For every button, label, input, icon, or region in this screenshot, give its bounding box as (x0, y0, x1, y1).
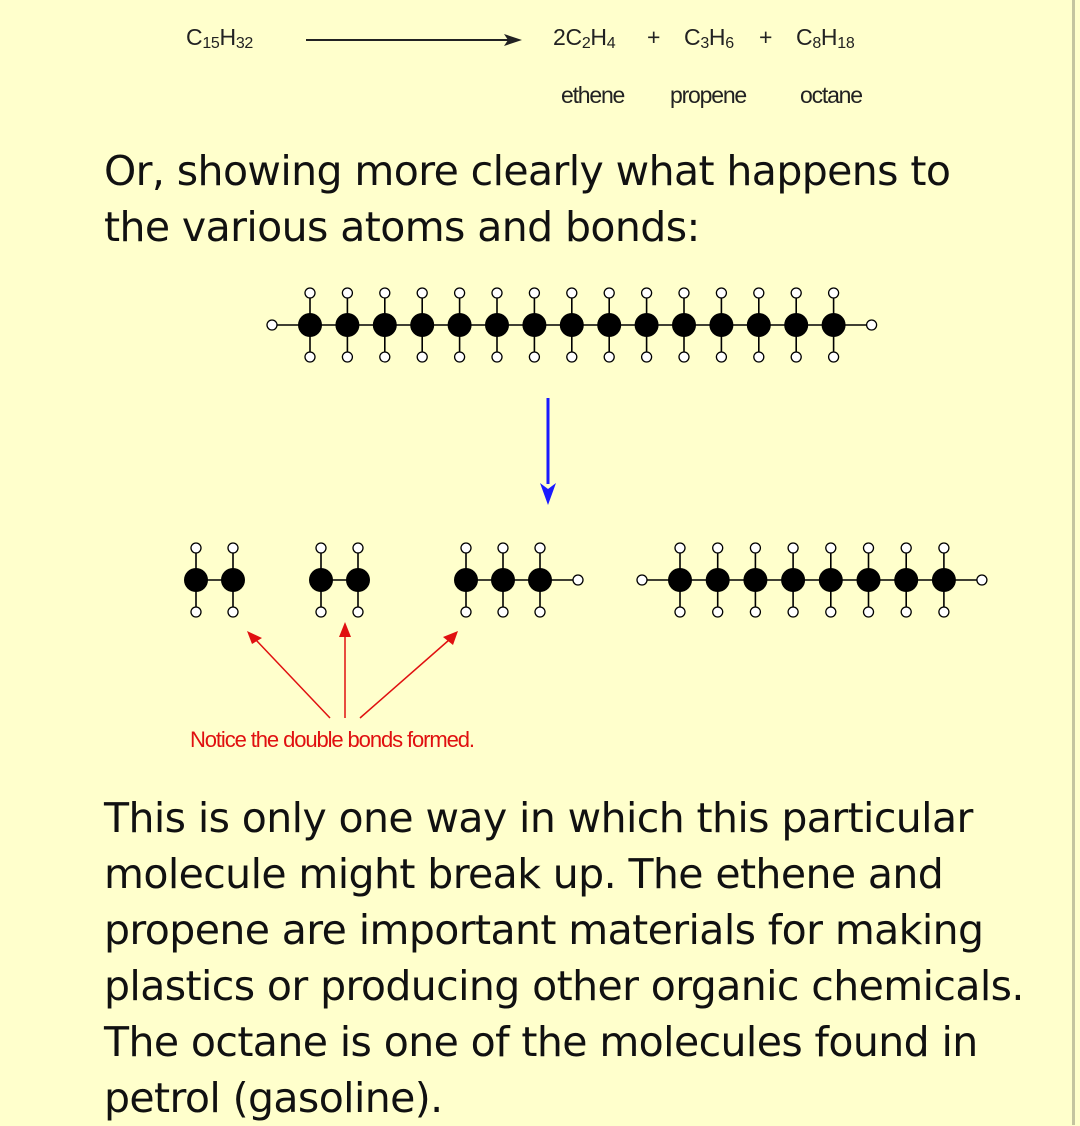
carbon-atom (743, 568, 767, 592)
carbon-atom (635, 313, 659, 337)
product-ethene-formula: $2C_2H_4$ (553, 24, 616, 52)
hydrogen-atom (529, 352, 539, 362)
carbon-atom (822, 313, 846, 337)
carbon-atom (781, 568, 805, 592)
hydrogen-atom (939, 607, 949, 617)
intro-paragraph: Or, showing more clearly what happens to the various atoms and bonds: (104, 147, 951, 251)
hydrogen-atom (228, 607, 238, 617)
carbon-atom (410, 313, 434, 337)
hydrogen-atom (939, 543, 949, 553)
hydrogen-atom (604, 288, 614, 298)
hydrogen-atom (417, 288, 427, 298)
carbon-atom (221, 568, 245, 592)
hydrogen-atom (791, 352, 801, 362)
hydrogen-atom (498, 607, 508, 617)
carbon-atom (298, 313, 322, 337)
product-propene-formula: $C_3H_6$ (684, 24, 734, 52)
hydrogen-atom (191, 607, 201, 617)
hydrogen-atom (829, 352, 839, 362)
carbon-atom (672, 313, 696, 337)
label-octane: octane (800, 82, 862, 108)
hydrogen-atom (788, 607, 798, 617)
reaction-arrow (306, 34, 522, 46)
hydrogen-atom (716, 352, 726, 362)
carbon-atom (184, 568, 208, 592)
hydrogen-atom (675, 543, 685, 553)
hydrogen-atom (754, 288, 764, 298)
carbon-atom (857, 568, 881, 592)
hydrogen-atom (267, 320, 277, 330)
hydrogen-atom (864, 543, 874, 553)
hydrogen-atom (455, 288, 465, 298)
carbon-atom (747, 313, 771, 337)
carbon-atom (894, 568, 918, 592)
hydrogen-atom (750, 543, 760, 553)
hydrogen-atom (637, 575, 647, 585)
hydrogen-atom (492, 288, 502, 298)
hydrogen-atom (535, 607, 545, 617)
carbon-atom (522, 313, 546, 337)
hydrogen-atom (316, 543, 326, 553)
carbon-atom (597, 313, 621, 337)
hydrogen-atom (713, 607, 723, 617)
plus-sign-1: + (647, 24, 661, 50)
label-ethene: ethene (561, 82, 625, 108)
hydrogen-atom (492, 352, 502, 362)
hydrogen-atom (380, 352, 390, 362)
carbon-atom (706, 568, 730, 592)
hydrogen-atom (342, 352, 352, 362)
hydrogen-atom (305, 352, 315, 362)
hydrogen-atom (353, 607, 363, 617)
hydrogen-atom (535, 543, 545, 553)
hydrogen-atom (567, 288, 577, 298)
carbon-atom (335, 313, 359, 337)
molecules-group (184, 288, 987, 617)
reactant-formula: $C_{15}H_{32}$ (186, 24, 254, 52)
carbon-atom (346, 568, 370, 592)
closing-paragraph: This is only one way in which this particular molecule might break up. The ethene and propene are important materials for making plastics or producing other organic chemicals. The octane is one of the molecules found in petrol (gasoline). (104, 794, 1024, 1122)
hydrogen-atom (642, 352, 652, 362)
hydrogen-atom (679, 288, 689, 298)
carbon-atom (309, 568, 333, 592)
hydrogen-atom (901, 543, 911, 553)
down-arrow (540, 398, 556, 505)
hydrogen-atom (977, 575, 987, 585)
hydrogen-atom (901, 607, 911, 617)
carbon-atom (373, 313, 397, 337)
hydrogen-atom (788, 543, 798, 553)
carbon-atom (784, 313, 808, 337)
hydrogen-atom (461, 543, 471, 553)
carbon-atom (485, 313, 509, 337)
hydrogen-atom (791, 288, 801, 298)
hydrogen-atom (417, 352, 427, 362)
hydrogen-atom (567, 352, 577, 362)
carbon-atom (448, 313, 472, 337)
carbon-atom (819, 568, 843, 592)
label-propene: propene (670, 82, 747, 108)
hydrogen-atom (498, 543, 508, 553)
hydrogen-atom (750, 607, 760, 617)
hydrogen-atom (642, 288, 652, 298)
hydrogen-atom (573, 575, 583, 585)
hydrogen-atom (529, 288, 539, 298)
notice-label: Notice the double bonds formed. (190, 727, 474, 752)
hydrogen-atom (754, 352, 764, 362)
hydrogen-atom (316, 607, 326, 617)
carbon-atom (668, 568, 692, 592)
hydrogen-atom (228, 543, 238, 553)
carbon-atom (709, 313, 733, 337)
hydrogen-atom (713, 543, 723, 553)
carbon-atom (491, 568, 515, 592)
carbon-atom (560, 313, 584, 337)
hydrogen-atom (461, 607, 471, 617)
carbon-atom (454, 568, 478, 592)
carbon-atom (528, 568, 552, 592)
notice-arrows (247, 622, 458, 718)
hydrogen-atom (455, 352, 465, 362)
hydrogen-atom (829, 288, 839, 298)
hydrogen-atom (675, 607, 685, 617)
hydrogen-atom (716, 288, 726, 298)
hydrogen-atom (604, 352, 614, 362)
product-octane-formula: $C_8H_{18}$ (796, 24, 855, 52)
hydrogen-atom (353, 543, 363, 553)
hydrogen-atom (826, 543, 836, 553)
hydrogen-atom (826, 607, 836, 617)
hydrogen-atom (380, 288, 390, 298)
hydrogen-atom (191, 543, 201, 553)
hydrogen-atom (342, 288, 352, 298)
hydrogen-atom (305, 288, 315, 298)
carbon-atom (932, 568, 956, 592)
hydrogen-atom (864, 607, 874, 617)
plus-sign-2: + (759, 24, 773, 50)
hydrogen-atom (867, 320, 877, 330)
hydrogen-atom (679, 352, 689, 362)
